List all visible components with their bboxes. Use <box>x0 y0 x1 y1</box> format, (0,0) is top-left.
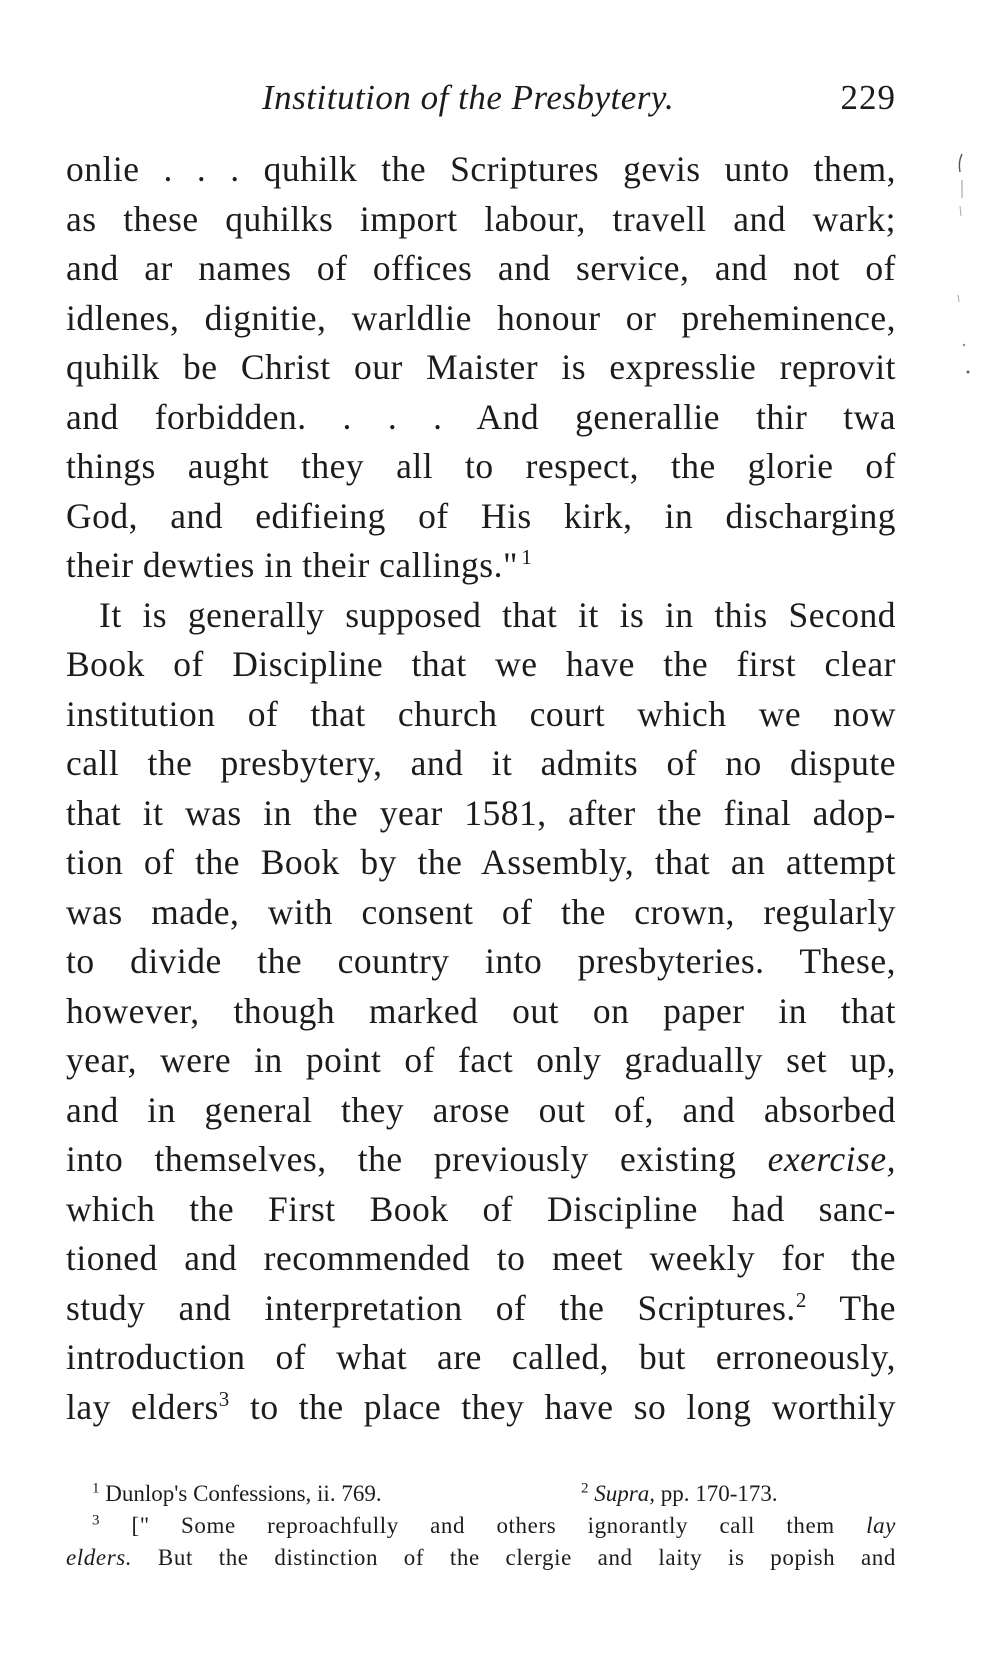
footnote-text: pp. 170-173. <box>660 1481 778 1506</box>
footnote-ref-1: 1 <box>521 545 533 570</box>
footnote-row <box>66 1478 896 1510</box>
text-line: God, and edifieing of His kirk, in discharging <box>66 495 896 536</box>
text-line: however, though marked out on paper in that <box>66 990 896 1031</box>
footnote-italic: lay <box>866 1513 896 1538</box>
text-span: to the place they have so long worthily <box>249 1386 896 1427</box>
text-line: that it was in the year 1581, after the final adop- <box>66 792 896 833</box>
text-line: tioned and recommended to meet weekly for the <box>66 1238 896 1278</box>
footnote-italic: elders. <box>66 1545 133 1570</box>
footnote-3-line <box>66 1542 896 1574</box>
running-title: Institution of the Presbytery. <box>262 78 675 117</box>
text-line <box>66 1383 896 1433</box>
footnote-text: Dunlop's Confessions, ii. 769. <box>105 1481 382 1506</box>
text-line: tion of the Book by the Assembly, that an attempt <box>66 842 896 882</box>
text-line: quhilk be Christ our Maister is expresslie reprovit <box>66 347 896 387</box>
footnote-italic: Supra, <box>594 1481 655 1506</box>
page-header <box>66 78 896 122</box>
text-line: as these quhilks import labour, travell and wark; <box>66 198 896 239</box>
paragraph-start-line: It is generally supposed that it is in this Second <box>99 594 896 635</box>
text-span: The <box>839 1287 897 1328</box>
footnote-1 <box>92 1478 382 1510</box>
text-line: idlenes, dignitie, warldlie honour or preheminence, <box>66 297 896 338</box>
text-line: and forbidden. . . . And generallie thir twa <box>66 396 896 437</box>
footnotes <box>66 1478 896 1574</box>
text-line <box>66 541 896 591</box>
footnote-marker: 1 <box>92 1480 100 1497</box>
text-line <box>66 1284 896 1334</box>
emphasis-exercise: exercise, <box>767 1139 896 1179</box>
text-span: their dewties in their callings." <box>66 545 518 585</box>
text-line: year, were in point of fact only gradually set up, <box>66 1040 896 1080</box>
text-line: to divide the country into presbyteries. These, <box>66 941 896 981</box>
margin-scan-marks <box>940 150 990 410</box>
text-span: into themselves, the previously existing <box>66 1139 737 1179</box>
text-line: was made, with consent of the crown, regularly <box>66 891 896 932</box>
text-line <box>66 1135 896 1185</box>
text-line: Book of Discipline that we have the first clear <box>66 644 896 684</box>
footnote-ref-3: 3 <box>218 1386 230 1411</box>
footnote-marker: 3 <box>92 1512 101 1529</box>
footnote-text: [" Some reproachfully and others ignorantly call them <box>131 1513 835 1538</box>
body-text <box>66 145 896 1432</box>
text-line: things aught they all to respect, the glorie of <box>66 446 896 486</box>
text-line: onlie . . . quhilk the Scriptures gevis unto them, <box>66 149 896 189</box>
footnote-text: But the distinction of the clergie and laity is popish and <box>157 1545 896 1570</box>
footnote-3-line <box>66 1510 896 1542</box>
text-line: and in general they arose out of, and absorbed <box>66 1089 896 1130</box>
footnote-marker: 2 <box>581 1480 589 1497</box>
text-span: study and interpretation of the Scriptures. <box>66 1287 796 1328</box>
footnote-ref-2: 2 <box>795 1287 807 1312</box>
text-line: which the First Book of Discipline had sanc- <box>66 1188 896 1229</box>
text-line: and ar names of offices and service, and not of <box>66 248 896 288</box>
footnote-2 <box>581 1478 778 1510</box>
page-number: 229 <box>840 78 896 117</box>
text-line: call the presbytery, and it admits of no dispute <box>66 743 896 783</box>
text-line: introduction of what are called, but erroneously, <box>66 1337 896 1377</box>
text-span: lay elders <box>66 1386 219 1427</box>
text-line: institution of that church court which we now <box>66 693 896 734</box>
